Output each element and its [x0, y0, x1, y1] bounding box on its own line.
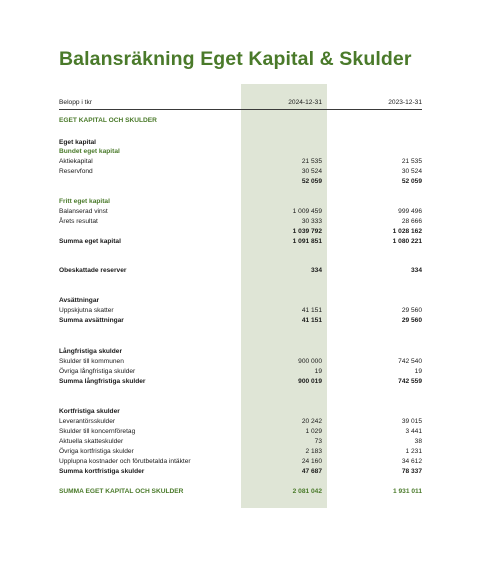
value-2023: 742 559	[398, 378, 422, 385]
row-label: Aktuella skatteskulder	[59, 438, 124, 445]
value-2023: 52 059	[401, 178, 422, 185]
row-label: Långfristiga skulder	[59, 348, 123, 355]
value-2024: 1 091 851	[292, 238, 322, 245]
table-row	[59, 217, 422, 227]
table-row	[59, 197, 422, 207]
value-2024: 1 029	[305, 428, 322, 435]
value-2023: 1 931 011	[393, 488, 422, 495]
table-row	[59, 177, 422, 187]
table-row	[59, 306, 422, 316]
table-row	[59, 347, 422, 357]
table-row	[59, 266, 422, 276]
value-2024: 24 160	[301, 458, 322, 465]
table-row	[59, 367, 422, 377]
value-2023: 34 612	[401, 458, 422, 465]
value-2023: 38	[414, 438, 422, 445]
row-label: Reservfond	[59, 168, 93, 175]
row-label: Obeskattade reserver	[59, 267, 127, 274]
row-label: Avsättningar	[59, 297, 100, 304]
table-row	[59, 427, 422, 437]
value-2024: 41 151	[301, 317, 322, 324]
table-row	[59, 467, 422, 477]
table-row	[59, 296, 422, 306]
table-row	[59, 377, 422, 387]
row-label: Övriga långfristiga skulder	[59, 368, 136, 375]
row-label: Upplupna kostnader och förutbetalda intäkter	[59, 458, 191, 465]
value-2023: 78 337	[401, 468, 422, 475]
section-heading-text: EGET KAPITAL OCH SKULDER	[59, 117, 157, 124]
row-label: Årets resultat	[59, 218, 98, 225]
value-2023: 19	[414, 368, 422, 375]
row-label: Skulder till koncernföretag	[59, 428, 136, 435]
value-2023: 3 441	[405, 428, 422, 435]
column-header-2024: 2024-12-31	[288, 99, 322, 106]
value-2024: 2 183	[305, 448, 322, 455]
header-divider	[59, 109, 422, 110]
table-row	[59, 457, 422, 467]
table-row	[59, 407, 422, 417]
value-2023: 999 496	[398, 208, 422, 215]
value-2023: 21 535	[401, 158, 422, 165]
table-row	[59, 437, 422, 447]
value-2024: 19	[314, 368, 322, 375]
value-2023: 1 080 221	[392, 238, 422, 245]
table-row	[59, 357, 422, 367]
row-label: Summa kortfristiga skulder	[59, 468, 145, 475]
value-2024: 1 039 792	[292, 228, 322, 235]
row-label: Eget kapital	[59, 139, 97, 146]
table-row	[59, 227, 422, 237]
section-heading	[59, 116, 422, 126]
value-2023: 1 028 162	[392, 228, 422, 235]
row-label: Summa långfristiga skulder	[59, 378, 146, 385]
row-label: Kortfristiga skulder	[59, 408, 120, 415]
page-title: Balansräkning Eget Kapital & Skulder	[59, 48, 412, 70]
value-2023: 29 560	[401, 307, 422, 314]
value-2023: 29 560	[401, 317, 422, 324]
row-label: Fritt eget kapital	[59, 198, 110, 205]
value-2023: 30 524	[401, 168, 422, 175]
row-label: Uppskjutna skatter	[59, 307, 114, 314]
table-row	[59, 447, 422, 457]
amount-unit-label: Belopp i tkr	[59, 99, 92, 106]
value-2024: 2 081 042	[292, 488, 322, 495]
column-header-row	[59, 98, 422, 108]
row-label: SUMMA EGET KAPITAL OCH SKULDER	[59, 488, 184, 495]
value-2023: 742 540	[398, 358, 422, 365]
row-label: Summa avsättningar	[59, 317, 124, 324]
value-2024: 47 687	[301, 468, 322, 475]
value-2023: 1 231	[405, 448, 422, 455]
value-2024: 52 059	[301, 178, 322, 185]
value-2024: 900 000	[298, 358, 322, 365]
table-row	[59, 147, 422, 157]
value-2024: 900 019	[298, 378, 322, 385]
value-2023: 39 015	[401, 418, 422, 425]
table-row	[59, 316, 422, 326]
row-label: Skulder till kommunen	[59, 358, 124, 365]
row-label: Övriga kortfristiga skulder	[59, 448, 134, 455]
value-2024: 1 009 459	[292, 208, 322, 215]
row-label: Bundet eget kapital	[59, 148, 120, 155]
table-row	[59, 487, 422, 497]
value-2024: 30 333	[301, 218, 322, 225]
table-row	[59, 167, 422, 177]
row-label: Summa eget kapital	[59, 238, 121, 245]
value-2024: 20 242	[301, 418, 322, 425]
value-2023: 28 666	[401, 218, 422, 225]
row-label: Aktiekapital	[59, 158, 93, 165]
table-row	[59, 237, 422, 247]
value-2024: 41 151	[301, 307, 322, 314]
row-label: Leverantörsskulder	[59, 418, 116, 425]
table-row	[59, 417, 422, 427]
value-2024: 30 524	[301, 168, 322, 175]
table-row	[59, 207, 422, 217]
column-header-2023: 2023-12-31	[388, 99, 422, 106]
row-label: Balanserad vinst	[59, 208, 108, 215]
table-row	[59, 157, 422, 167]
value-2023: 334	[410, 267, 422, 274]
value-2024: 21 535	[301, 158, 322, 165]
value-2024: 73	[314, 438, 322, 445]
value-2024: 334	[310, 267, 322, 274]
